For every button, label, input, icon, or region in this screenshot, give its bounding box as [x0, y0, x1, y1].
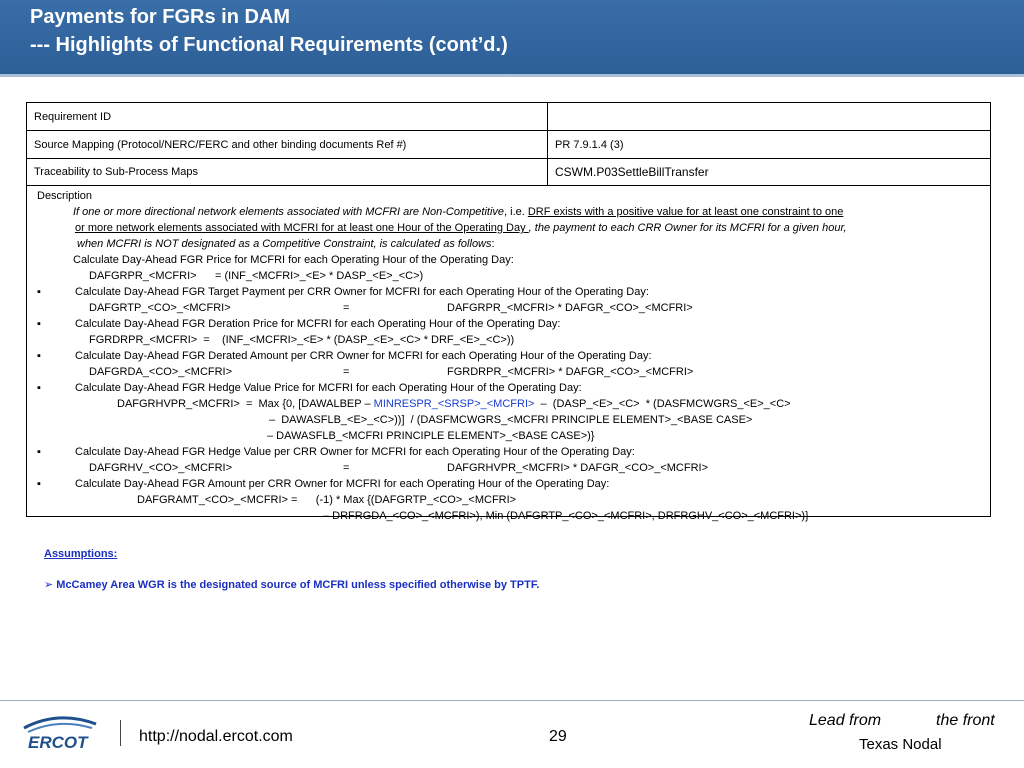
- item-3-eq: =: [343, 366, 350, 378]
- bullet-2: ▪: [37, 318, 41, 330]
- intro3-italic: when MCFRI is NOT designated as a Competitive Constraint, is calculated as follows: [77, 238, 492, 250]
- description-intro-line1: [73, 206, 843, 219]
- item-4-formula-line1: [117, 398, 791, 411]
- intro2-underlined: or more network elements associated with MCFRI for at least one Hour of the Operating Day: [75, 222, 529, 234]
- slogan-line2: Texas Nodal: [859, 736, 942, 753]
- arrow-bullet-icon: ➢: [44, 579, 54, 591]
- description-intro-line2: [75, 222, 847, 235]
- assumptions-heading: Assumptions:: [44, 548, 118, 560]
- bullet-1: ▪: [37, 286, 41, 298]
- item-2-formula: FGRDRPR_<MCFRI> = (INF_<MCFRI>_<E> * (DASP_<E>_<C> * DRF_<E>_<C>)): [89, 334, 515, 346]
- intro1-ie: , i.e.: [504, 206, 528, 218]
- traceability-value: CSWM.P03SettleBillTransfer: [548, 159, 991, 186]
- item-6-formula-line2: – DRFRGDA_<CO>_<MCFRI>), Min (DAFGRTP_<CO>_<MCFRI>, DRFRGHV_<CO>_<MCFRI>)}: [323, 510, 809, 522]
- slogan-line1: [809, 712, 995, 730]
- intro1-underlined: DRF exists with a positive value for at least one constraint to one: [527, 206, 844, 218]
- requirement-id-value: [548, 103, 991, 131]
- description-intro-line3: [77, 238, 495, 251]
- item-5-text: Calculate Day-Ahead FGR Hedge Value per CRR Owner for MCFRI for each Operating Hour of the Operating Day:: [75, 446, 635, 458]
- item-5-rhs: DAFGRHVPR_<MCFRI> * DAFGR_<CO>_<MCFRI>: [447, 462, 709, 474]
- item-5-eq: =: [343, 462, 350, 474]
- slide-title-line1: Payments for FGRs in DAM: [30, 6, 291, 28]
- intro3-colon: :: [491, 238, 495, 250]
- slogan-front: the front: [936, 712, 995, 729]
- footer-divider: [0, 700, 1024, 701]
- item-1-eq: =: [343, 302, 350, 314]
- item-4-text: Calculate Day-Ahead FGR Hedge Value Price for MCFRI for each Operating Hour of the Operating Day:: [75, 382, 582, 394]
- bullet-4: ▪: [37, 382, 41, 394]
- description-cell: [27, 186, 991, 522]
- footer-url[interactable]: http://nodal.ercot.com: [139, 728, 293, 745]
- item-6-formula-line1: DAFGRAMT_<CO>_<MCFRI> = (-1) * Max {(DAFGRTP_<CO>_<MCFRI>: [137, 494, 517, 506]
- item-4-f1-blue: MINRESPR_<SRSP>_<MCFRI>: [373, 398, 535, 410]
- item-4-formula-line3: – DAWASFLB_<MCFRI PRINCIPLE ELEMENT>_<BASE CASE>)}: [267, 430, 595, 442]
- logo-text: ERCOT: [28, 733, 88, 752]
- item-3-text: Calculate Day-Ahead FGR Derated Amount per CRR Owner for MCFRI for each Operating Hour of the Operating Day:: [75, 350, 652, 362]
- item-2-text: Calculate Day-Ahead FGR Deration Price for MCFRI for each Operating Hour of the Operating Day:: [75, 318, 561, 330]
- item-1-rhs: DAFGRPR_<MCFRI> * DAFGR_<CO>_<MCFRI>: [447, 302, 693, 314]
- table-row-traceability: [27, 159, 991, 186]
- price-formula-rhs: = (INF_<MCFRI>_<E> * DASP_<E>_<C>): [215, 270, 424, 282]
- table-row-description: [27, 186, 991, 517]
- traceability-label: Traceability to Sub-Process Maps: [27, 159, 548, 186]
- slogan-lead: Lead from: [809, 712, 882, 729]
- intro1-italic: If one or more directional network elements associated with MCFRI are Non-Competitive: [73, 206, 505, 218]
- item-3-rhs: FGRDRPR_<MCFRI> * DAFGR_<CO>_<MCFRI>: [447, 366, 694, 378]
- page-number: 29: [549, 728, 567, 745]
- slide-title-line2: --- Highlights of Functional Requirements (cont’d.): [30, 34, 508, 56]
- requirements-table: [26, 102, 991, 522]
- price-calc-line: Calculate Day-Ahead FGR Price for MCFRI for each Operating Hour of the Operating Day:: [73, 254, 514, 266]
- source-mapping-value: PR 7.9.1.4 (3): [548, 131, 991, 159]
- assumption-text: McCamey Area WGR is the designated source of MCFRI unless specified otherwise by TPTF.: [56, 579, 540, 591]
- description-heading: Description: [37, 190, 93, 202]
- footer-separator: [120, 720, 121, 746]
- item-1-text: Calculate Day-Ahead FGR Target Payment per CRR Owner for MCFRI for each Operating Hour of the Operating Day:: [75, 286, 649, 298]
- assumption-item: [44, 578, 539, 591]
- requirement-id-label: Requirement ID: [27, 103, 548, 131]
- item-4-f1b: – (DASP_<E>_<C> * (DASFMCWGRS_<E>_<C>: [534, 398, 791, 410]
- price-formula-lhs: DAFGRPR_<MCFRI>: [89, 270, 197, 282]
- source-mapping-label: Source Mapping (Protocol/NERC/FERC and other binding documents Ref #): [27, 131, 548, 159]
- item-1-lhs: DAFGRTP_<CO>_<MCFRI>: [89, 302, 231, 314]
- intro2-italic: , the payment to each CRR Owner for its MCFRI for a given hour,: [528, 222, 847, 234]
- item-4-f1a: DAFGRHVPR_<MCFRI> = Max {0, [DAWALBEP –: [117, 398, 374, 410]
- bullet-6: ▪: [37, 478, 41, 490]
- table-row-source-mapping: [27, 131, 991, 159]
- bullet-3: ▪: [37, 350, 41, 362]
- title-bar: [0, 0, 1024, 77]
- item-6-text: Calculate Day-Ahead FGR Amount per CRR Owner for MCFRI for each Operating Hour of the Operating Day:: [75, 478, 610, 490]
- bullet-5: ▪: [37, 446, 41, 458]
- table-row-requirement-id: [27, 103, 991, 131]
- item-4-formula-line2: – DAWASFLB_<E>_<C>))] / (DASFMCWGRS_<MCFRI PRINCIPLE ELEMENT>_<BASE CASE>: [269, 414, 753, 426]
- item-3-lhs: DAFGRDA_<CO>_<MCFRI>: [89, 366, 233, 378]
- ercot-logo: [18, 712, 100, 752]
- item-5-lhs: DAFGRHV_<CO>_<MCFRI>: [89, 462, 233, 474]
